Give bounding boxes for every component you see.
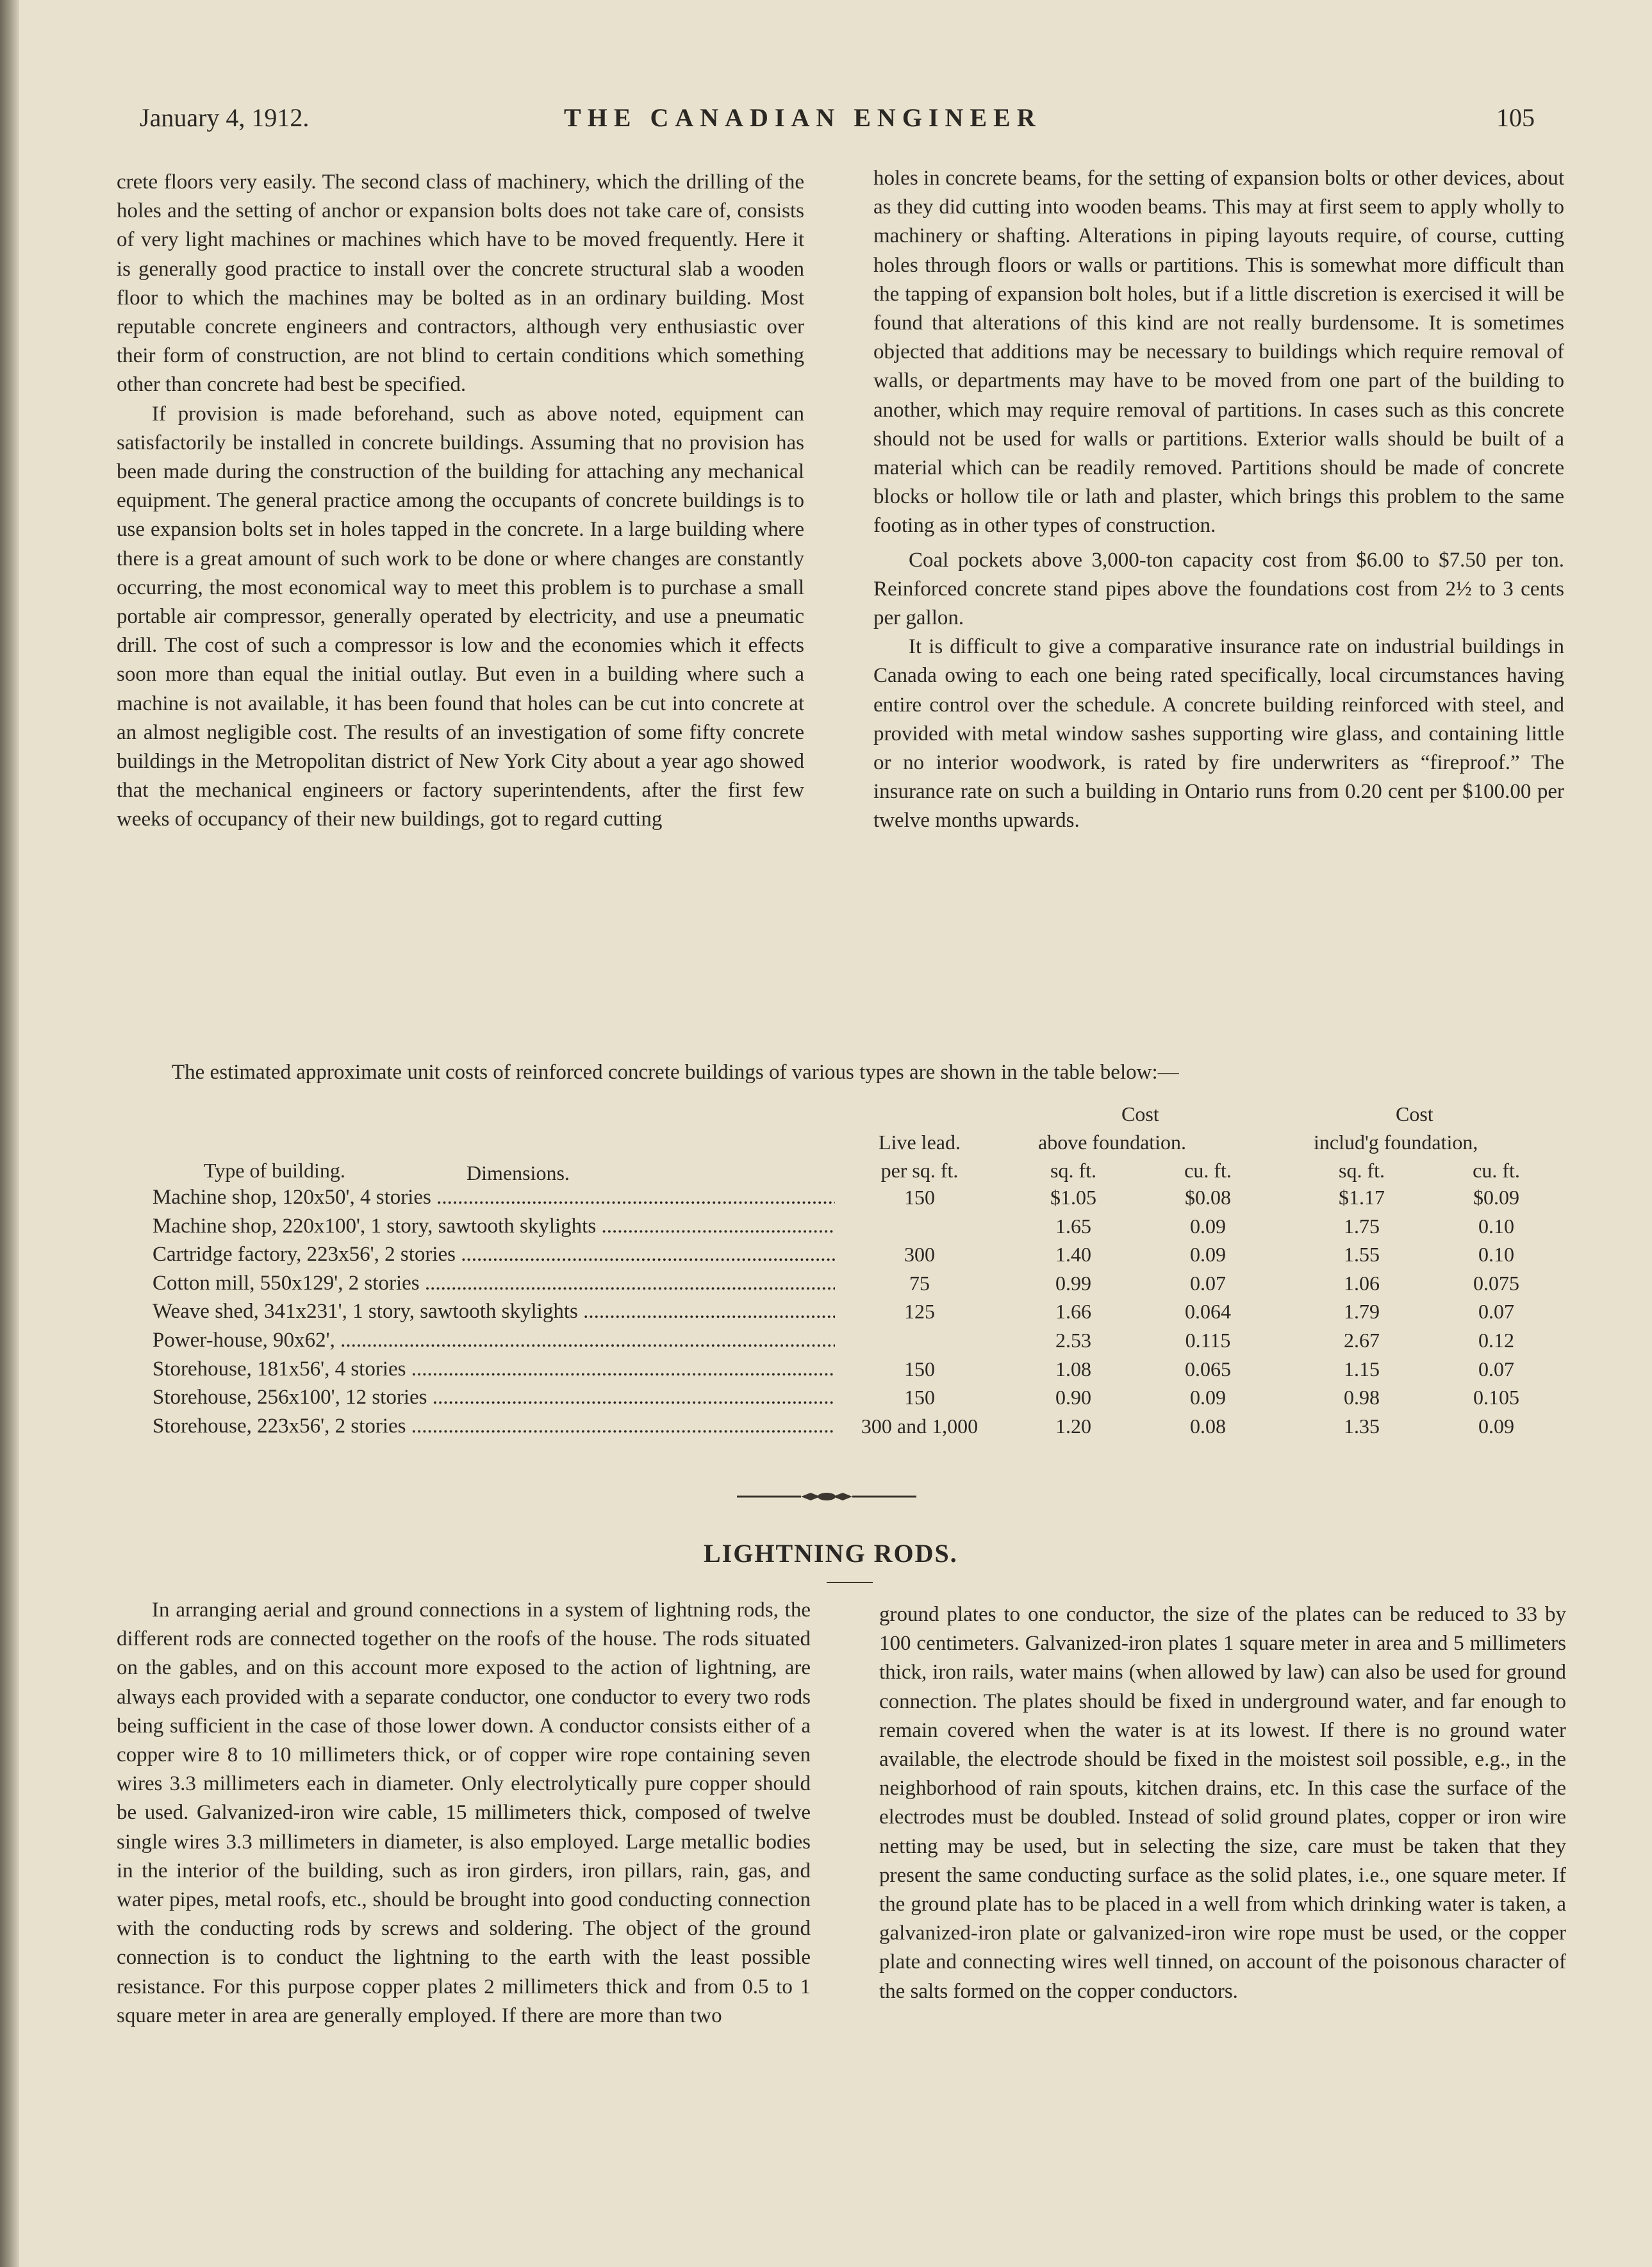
table-cell-including-cuft: 0.10 [1478, 1214, 1514, 1238]
table-cell-including-sqft: 1.35 [1344, 1414, 1380, 1438]
table-cell-live-load: 125 [904, 1300, 935, 1324]
header-sqft-2: sq. ft. [1339, 1159, 1385, 1182]
table-cell-above-sqft: 1.65 [1055, 1214, 1091, 1238]
header-type: Type of building. [204, 1159, 345, 1182]
table-cell-above-cuft: 0.115 [1185, 1329, 1231, 1352]
page-number: 105 [1496, 103, 1535, 132]
table-cell-above-sqft: 1.40 [1055, 1243, 1091, 1266]
table-row-name: Storehouse, 256x100', 12 stories ..... [153, 1386, 835, 1409]
table-cell-including-cuft: 0.10 [1478, 1243, 1514, 1266]
header-cuft: cu. ft. [1184, 1159, 1232, 1182]
header-cost-above: Cost [1121, 1102, 1159, 1125]
table-intro: The estimated approximate unit costs of reinforced concrete buildings of various types are shown in the table below:— [172, 1061, 1179, 1084]
header-live-load: Live lead. [879, 1131, 961, 1154]
section-title: LIGHTNING RODS. [704, 1539, 958, 1568]
table-cell-above-cuft: 0.07 [1190, 1271, 1226, 1295]
header-including-foundation: includ'g foundation, [1314, 1131, 1478, 1154]
table-cell-live-load: 150 [904, 1186, 935, 1209]
journal-title: THE CANADIAN ENGINEER [564, 103, 1042, 132]
table-cell-above-cuft: $0.08 [1185, 1186, 1231, 1209]
table-cell-including-cuft: 0.105 [1473, 1386, 1519, 1409]
table-cell-including-cuft: $0.09 [1473, 1186, 1519, 1209]
table-cell-including-sqft: 1.15 [1344, 1357, 1380, 1381]
table-cell-including-cuft: 0.12 [1478, 1329, 1514, 1352]
table-cell-above-cuft: 0.09 [1190, 1386, 1226, 1409]
ornament-divider [737, 1490, 916, 1503]
table-cell-above-sqft: 1.08 [1055, 1357, 1091, 1381]
table-cell-including-sqft: $1.17 [1339, 1186, 1385, 1209]
table-cell-above-sqft: 2.53 [1055, 1329, 1091, 1352]
paragraph: crete floors very easily. The second class of machinery, which the drilling of the holes and the setting of anchor or expansion bolts does not take care of, consists of very light machines or machines which have to be moved frequently. Here it is generally good practice to install over the concrete structural slab a wooden floor to which the machines may be bolted as in an ordinary building. Most reputable concrete engineers and contractors, although very enthusiastic over their form of construction, are not blind to certain conditions which something other than concrete had best be specified. [117, 170, 804, 397]
table-cell-above-cuft: 0.08 [1190, 1414, 1226, 1438]
table-cell-including-cuft: 0.09 [1478, 1414, 1514, 1438]
table-cell-live-load: 150 [904, 1357, 935, 1381]
table-cell-including-cuft: 0.07 [1478, 1300, 1514, 1324]
paragraph: holes in concrete beams, for the setting of expansion bolts or other devices, about as they did cutting into wooden beams. This may at first seem to apply wholly to machinery or shafting. Alterations in piping layouts require, of course, cutting holes through floors or walls or partitions. This is somewhat more difficult than the tapping of expansion bolt holes, but if a little discretion is exercised it will be found that alterations of this kind are not really burdensome. It is sometimes objected that additions may be necessary to buildings which require removal of walls, or departments may have to be moved from one part of the building to another, which may require removal of partitions. In cases such as this concrete should not be used for walls or partitions. Exterior walls should be built of a material which can be readily removed. Partitions should be made of concrete blocks or hollow tile or lath and plaster, which brings this problem to the same footing as in other types of construction. [873, 167, 1564, 538]
bottom-right-column [879, 1600, 1566, 2006]
header-cost-including: Cost [1396, 1102, 1433, 1125]
table-row-name: Power-house, 90x62', ..... [153, 1329, 835, 1352]
table-cell-above-cuft: 0.064 [1185, 1300, 1231, 1324]
table-cell-above-sqft: 1.66 [1055, 1300, 1091, 1324]
table-cell-above-sqft: 1.20 [1055, 1414, 1091, 1438]
table-cell-above-sqft: $1.05 [1050, 1186, 1096, 1209]
table-cell-including-sqft: 0.98 [1344, 1386, 1380, 1409]
table-cell-including-sqft: 1.55 [1344, 1243, 1380, 1266]
table-cell-live-load: 300 [904, 1243, 935, 1266]
table-cell-live-load: 300 and 1,000 [861, 1414, 979, 1438]
table-cell-above-cuft: 0.09 [1190, 1243, 1226, 1266]
paragraph: It is difficult to give a comparative insurance rate on industrial buildings in Canada owing to each one being rated specifically, local circumstances having entire control over the schedule. A concrete building reinforced with steel, and provided with metal window sashes supporting wire glass, and containing little or no interior woodwork, is rated by fire underwriters as “fireproof.” The insurance rate on such a building in Ontario runs from 0.20 cent per $100.00 per twelve months upwards. [873, 635, 1564, 833]
bottom-left-column [117, 1596, 811, 2030]
table-row-name: Machine shop, 120x50', 4 stories ..... [153, 1186, 835, 1209]
table-cell-above-cuft: 0.065 [1185, 1357, 1231, 1381]
table-row-name: Storehouse, 181x56', 4 stories ..... [153, 1358, 835, 1381]
table-row-name: Weave shed, 341x231', 1 story, sawtooth skylights ..... [153, 1300, 835, 1324]
header-sqft: sq. ft. [1050, 1159, 1096, 1182]
paragraph: ground plates to one conductor, the size of the plates can be reduced to 33 by 100 centimeters. Galvanized-iron plates 1 square meter in area and 5 millimeters thick, iron rails, water mains (when allowed by law) can also be used for ground connection. The plates should be fixed in underground water, and far enough to remain covered when the water is at its lowest. If there is no ground water available, the electrode should be fixed in the moistest soil possible, e.g., in the neighborhood of rain spouts, kitchen drains, etc. In this case the surface of the electrodes must be doubled. Instead of solid ground plates, copper or iron wire netting may be used, but in selecting the size, care must be taken that they present the same conducting surface as the solid plates, i.e., one square meter. If the ground plate has to be placed in a well from which drinking water is taken, a galvanized-iron plate or galvanized-iron wire rope must be used, or the copper plate and connecting wires well tinned, on account of the poisonous character of the salts formed on the copper conductors. [879, 1603, 1566, 2003]
table-row-name: Machine shop, 220x100', 1 story, sawtooth skylights ..... [153, 1215, 835, 1238]
paragraph: In arranging aerial and ground connections in a system of lightning rods, the different rods are connected together on the roofs of the house. The rods situated on the gables, and on this account more exposed to the action of lightning, are always each provided with a separate conductor, one conductor to every two rods being sufficient in the case of those lower down. A conductor consists either of a copper wire 8 to 10 millimeters thick, or of copper wire rope containing seven wires 3.3 millimeters each in diameter. Only electrolytically pure copper should be used. Galvanized-iron wire cable, 15 millimeters thick, composed of twelve single wires 3.3 millimeters in diameter, is also employed. Large metallic bodies in the interior of the building, such as iron girders, iron pillars, rain, gas, and water pipes, metal roofs, etc., should be brought into good conducting connection with the conducting rods by screws and soldering. The object of the ground connection is to conduct the lightning to the earth with the least possible resistance. For this purpose copper plates 2 millimeters thick and from 0.5 to 1 square meter in area are generally employed. If there are more than two [117, 1599, 811, 2027]
table-cell-including-sqft: 1.79 [1344, 1300, 1380, 1324]
paragraph: If provision is made beforehand, such as above noted, equipment can satisfactorily be installed in concrete buildings. Assuming that no provision has been made during the construction of the building for attaching any mechanical equipment. The general practice among the occupants of concrete buildings is to use expansion bolts set in holes tapped in the concrete. In a large building where there is a great amount of such work to be done or where changes are constantly occurring, the most economical way to meet this problem is to purchase a small portable air compressor, generally operated by electricity, and use a pneumatic drill. The cost of such a compressor is low and the economies which it effects soon more than equal the initial outlay. But even in a building where such a machine is not available, it has been found that holes can be cut into concrete at an almost negligible cost. The results of an investigation of some fifty concrete buildings in the Metropolitan district of New York City about a year ago showed that the mechanical engineers or factory superintendents, after the first few weeks of occupancy of their new buildings, got to regard cutting [117, 402, 804, 831]
table-cell-live-load: 75 [909, 1271, 930, 1295]
table-cell-above-cuft: 0.09 [1190, 1214, 1226, 1238]
table-cell-above-sqft: 0.99 [1055, 1271, 1091, 1295]
table-cell-including-cuft: 0.07 [1478, 1357, 1514, 1381]
issue-date: January 4, 1912. [140, 103, 310, 132]
table-cell-including-sqft: 1.75 [1344, 1214, 1380, 1238]
table-row-name: Cartridge factory, 223x56', 2 stories ..... [153, 1243, 835, 1266]
header-cuft-2: cu. ft. [1473, 1159, 1520, 1182]
paragraph: Coal pockets above 3,000-ton capacity cost from $6.00 to $7.50 per ton. Reinforced concrete stand pipes above the foundations cost from 2½ to 3 cents per gallon. [873, 548, 1564, 630]
table-cell-including-cuft: 0.075 [1473, 1271, 1519, 1295]
table-row-name: Cotton mill, 550x129', 2 stories ..... [153, 1272, 835, 1295]
table-cell-live-load: 150 [904, 1386, 935, 1409]
header-above-foundation: above foundation. [1038, 1131, 1187, 1154]
table-cell-including-sqft: 2.67 [1344, 1329, 1380, 1352]
title-rule [827, 1582, 873, 1583]
table-cell-including-sqft: 1.06 [1344, 1271, 1380, 1295]
table-row-name: Storehouse, 223x56', 2 stories ..... [153, 1415, 835, 1438]
top-left-column [117, 168, 804, 835]
top-right-column [873, 164, 1564, 836]
binding-gutter [0, 0, 19, 2267]
table-cell-above-sqft: 0.90 [1055, 1386, 1091, 1409]
header-dimensions: Dimensions. [467, 1161, 570, 1184]
header-per-sqft: per sq. ft. [880, 1159, 959, 1182]
